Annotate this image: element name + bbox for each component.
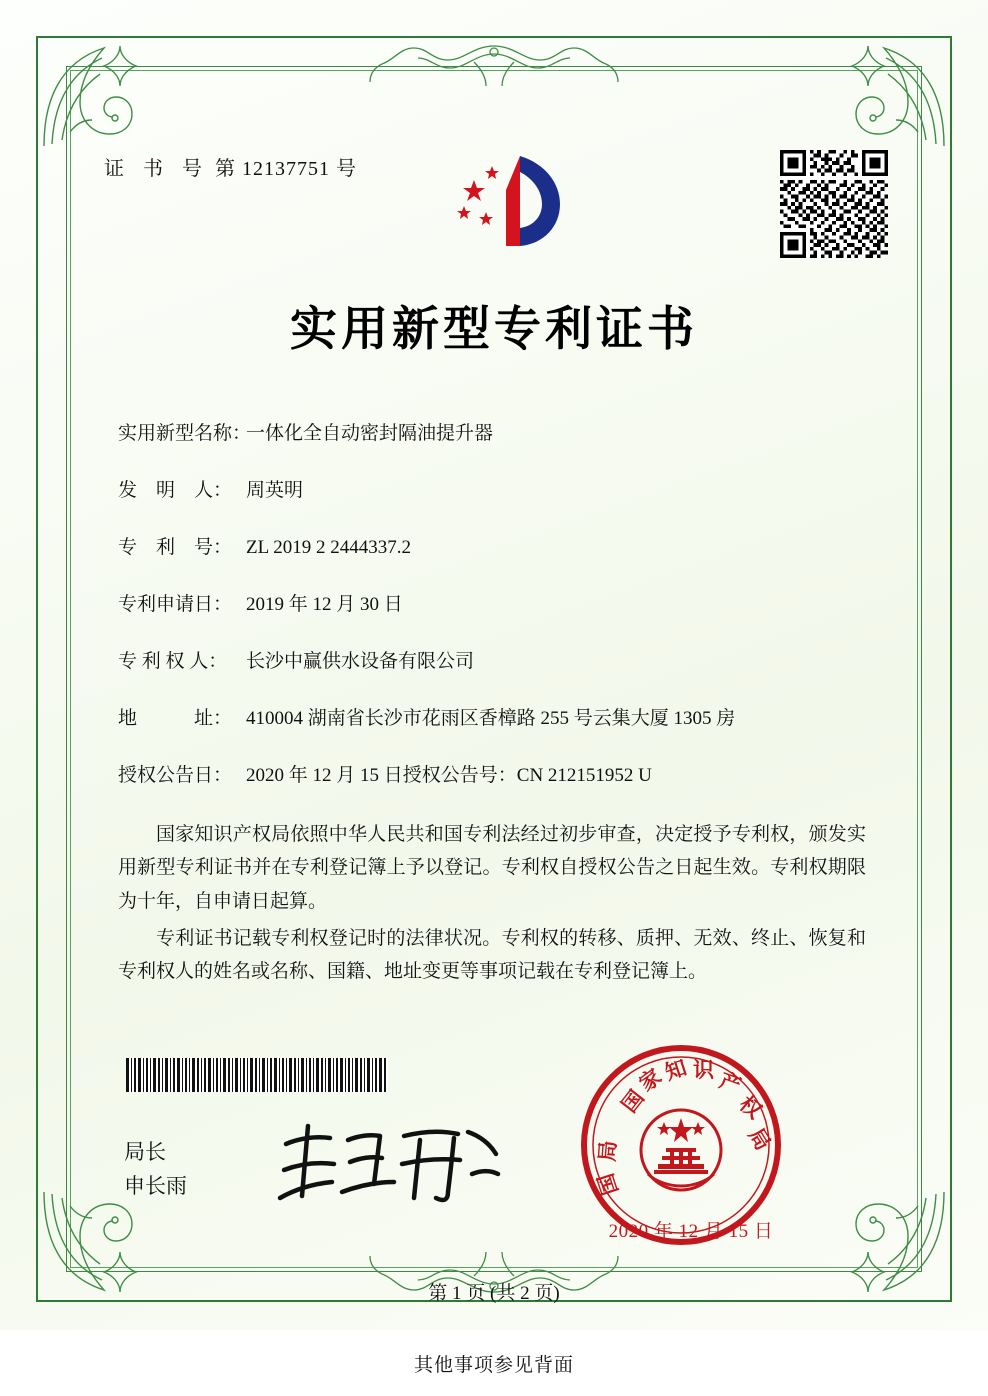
director-name: 申长雨 bbox=[124, 1173, 187, 1198]
director-signature bbox=[272, 1118, 504, 1208]
field-row-address bbox=[118, 703, 878, 730]
paragraph-registry-statement: 专利证书记载专利权登记时的法律状况。专利权的转移、质押、无效、终止、恢复和专利权人的姓名或名称、国籍、地址变更等事项记载在专利登记簿上。 bbox=[118, 927, 866, 982]
signature-block bbox=[124, 1136, 187, 1203]
svg-text:权: 权 bbox=[734, 1091, 767, 1124]
field-value: 2019 年 12 月 30 日 bbox=[246, 594, 403, 615]
field-label: 专利申请日： bbox=[118, 594, 233, 615]
paragraph-grant-statement: 国家知识产权局依照中华人民共和国专利法经过初步审查，决定授予专利权，颁发实用新型专利证书并在专利登记簿上予以登记。专利权自授权公告之日起生效。专利权期限为十年，自申请日起算。 bbox=[118, 824, 866, 912]
cnipa-logo bbox=[428, 150, 568, 266]
grant-number-label: 授权公告号： bbox=[402, 765, 517, 786]
page-title: 实用新型专利证书 bbox=[290, 302, 698, 357]
svg-text:国: 国 bbox=[617, 1085, 649, 1118]
field-row-patent-number bbox=[118, 532, 878, 559]
top-ornament-icon bbox=[324, 38, 664, 100]
svg-text:国: 国 bbox=[593, 1170, 623, 1198]
field-value: 周英明 bbox=[246, 480, 304, 501]
svg-text:局: 局 bbox=[595, 1139, 621, 1163]
field-row-inventor bbox=[118, 475, 878, 502]
legal-text bbox=[118, 818, 866, 992]
qr-code bbox=[780, 150, 888, 258]
certificate-number-value: 第 12137751 号 bbox=[215, 158, 357, 180]
certificate-number bbox=[104, 152, 357, 181]
director-title: 局长 bbox=[124, 1140, 166, 1164]
page-number: 第 1 页 (共 2 页) bbox=[428, 1283, 560, 1304]
field-value: ZL 2019 2 2444337.2 bbox=[246, 537, 412, 558]
seal-date: 2020 年 12 月 15 日 bbox=[608, 1221, 774, 1242]
field-label: 地 址： bbox=[118, 708, 233, 729]
svg-text:局: 局 bbox=[743, 1123, 776, 1155]
svg-text:家: 家 bbox=[634, 1064, 666, 1097]
field-value: 410004 湖南省长沙市花雨区香樟路 255 号云集大厦 1305 房 bbox=[246, 708, 736, 729]
barcode bbox=[126, 1058, 388, 1092]
field-list bbox=[118, 418, 878, 817]
grant-date-label: 授权公告日： bbox=[118, 765, 233, 786]
corner-ornament-icon bbox=[828, 40, 948, 150]
corner-ornament-icon bbox=[40, 40, 160, 150]
field-row-grant-announcement bbox=[118, 760, 878, 787]
svg-text:知: 知 bbox=[662, 1055, 690, 1085]
field-row-utility-model-name bbox=[118, 418, 878, 445]
field-value: 一体化全自动密封隔油提升器 bbox=[246, 423, 494, 444]
field-row-application-date bbox=[118, 589, 878, 616]
svg-text:产: 产 bbox=[716, 1068, 745, 1098]
back-note: 其他事项参见背面 bbox=[413, 1355, 574, 1376]
field-label: 专 利 权 人： bbox=[118, 651, 228, 672]
grant-date-value: 2020 年 12 月 15 日 bbox=[246, 765, 403, 786]
field-value: 长沙中赢供水设备有限公司 bbox=[246, 651, 475, 672]
svg-text:识: 识 bbox=[693, 1058, 714, 1082]
field-label: 发 明 人： bbox=[118, 480, 233, 501]
field-label: 专 利 号： bbox=[118, 537, 233, 558]
field-row-patentee bbox=[118, 646, 878, 673]
field-label: 实用新型名称： bbox=[118, 423, 252, 444]
certificate-number-label: 证 书 号 bbox=[104, 158, 209, 180]
grant-number-value: CN 212151952 U bbox=[516, 765, 652, 786]
